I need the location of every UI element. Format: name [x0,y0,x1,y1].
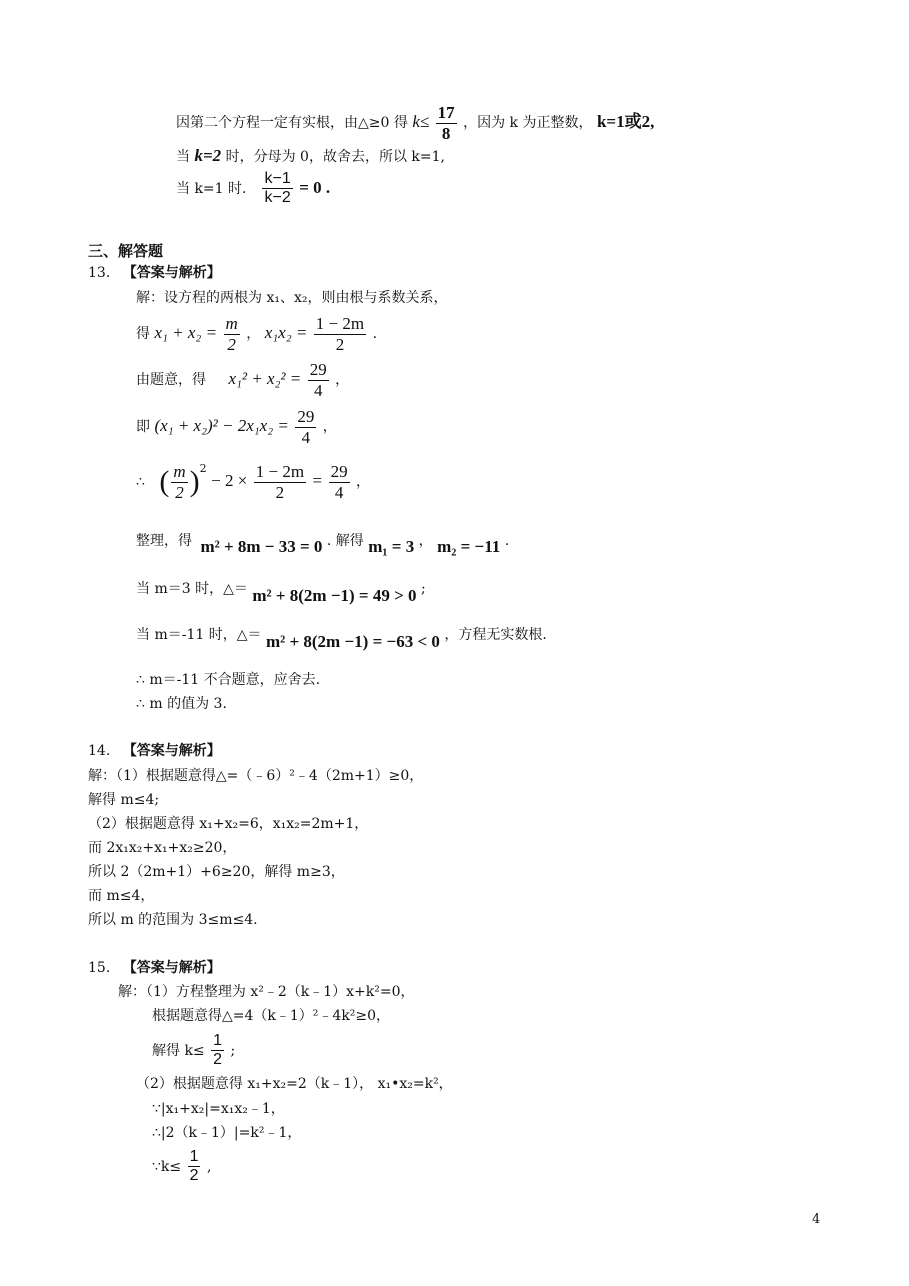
q13-line-7-end: ; [421,581,426,597]
q13-header [88,265,221,282]
q14-line-5: 所以 2（2m+1）+6≥20，解得 m≥3， [88,864,345,880]
fraction-numerator: m [225,314,238,333]
top-line-1-text2: ，因为 k 为正整数， [463,115,593,132]
q13-line-7 [136,578,426,605]
q13-line-2-pre: 得 [136,326,150,343]
top-line-2-post: 时，分母为 0，故舍去，所以 k=1, [225,149,445,165]
q13-line-5-frac-a [171,462,187,502]
top-line-2 [176,146,445,166]
q13-line-3-end: ， [335,372,350,389]
top-line-2-pre: 当 [176,149,190,165]
fraction-denominator: 2 [227,334,236,354]
q13-root-1: m₁ = 3 [368,537,415,556]
top-line-1 [176,103,654,143]
q14-header [88,743,221,760]
q13-line-8 [136,624,547,651]
top-line-3-pre: 当 k=1 时． [176,180,257,197]
q13-line-2 [136,314,377,354]
q13-discriminant-1: m² + 8(2m −1) = 49 > 0 [252,586,417,605]
q15-line-7-pre: ∵k≤ [152,1158,182,1175]
q14-line-1: 解：（1）根据题意得△=（﹣6）²﹣4（2m+1）≥0， [88,768,424,784]
q13-line-6-sep: ， [418,533,433,549]
q15-line-2: 根据题意得△=4（k﹣1）²﹣4k²≥0， [152,1008,391,1024]
q13-line-5-frac-b [254,462,306,502]
q15-tag: 【答案与解析】 [122,960,221,976]
q15-line-1: 解：（1）方程整理为 x²﹣2（k﹣1）x+k²=0， [118,984,415,1000]
q13-expanded-expr: (x₁ + x₂)² − 2x₁x₂ = [154,416,289,436]
fraction-denominator: 4 [334,482,344,502]
q13-line-2-sep: ， [246,326,261,343]
q15-line-7-fraction [188,1148,201,1186]
q13-line-6-mid: . 解得 [326,533,364,549]
q13-product-expr: x₁x₂ = [264,323,308,343]
fraction-numerator: k−1 [262,170,292,189]
q13-line-5-frac-c [329,462,350,502]
top-line-1-fraction [436,103,457,143]
q15-line-5: ∵|x₁+x₂|=x₁x₂﹣1， [152,1101,285,1117]
q15-header [88,960,221,977]
top-line-3-post: = 0 . [299,177,331,197]
q13-line-8-end: ，方程无实数根. [444,627,547,643]
q13-line-5-end: ， [356,474,371,491]
q14-line-3: （2）根据题意得 x₁+x₂=6，x₁x₂=2m+1， [88,816,369,832]
fraction-denominator: k−2 [264,189,291,207]
q13-line-5-eq: = [312,471,323,491]
q13-line-5-exponent: 2 [199,462,207,475]
q13-line-6-end: . [504,533,510,549]
q14-number: 14. [88,743,111,759]
q13-line-6-pre: 整理，得 [136,533,192,549]
top-line-2-k: k=2 [194,146,222,165]
top-line-1-text: 因第二个方程一定有实根，由△≥0 得 [176,115,408,132]
q14-line-6: 而 m≤4， [88,888,155,904]
q13-line-4-fraction [295,407,316,447]
fraction-denominator: 4 [313,380,323,400]
q14-line-7: 所以 m 的范围为 3≤m≤4. [88,912,258,928]
fraction-numerator: 1 [211,1032,224,1051]
q13-line-3-pre: 由题意，得 [136,372,206,389]
q15-line-3-end: ; [230,1042,236,1059]
q13-line-4-end: ， [322,419,337,436]
q13-line-3 [136,360,349,400]
q15-line-7-end: , [206,1158,212,1175]
q15-line-4: （2）根据题意得 x₁+x₂=2（k﹣1）， x₁•x₂=k²， [136,1076,453,1092]
q13-line-10: ∴ m 的值为 3. [136,696,227,712]
q13-product-fraction [314,314,366,354]
fraction-denominator: 4 [301,427,311,447]
fraction-numerator: 1 − 2m [255,462,305,481]
fraction-denominator: 2 [175,482,184,502]
q13-line-3-fraction [308,360,329,400]
q15-line-3-pre: 解得 k≤ [152,1042,205,1059]
q13-line-4 [136,407,337,447]
q15-line-3 [152,1032,235,1070]
top-line-1-k: k≤ [412,112,430,132]
q13-line-2-end: . [372,326,378,343]
q13-squares-expr: x₁² + x₂² = [228,369,302,389]
fraction-numerator: 29 [297,407,315,426]
fraction-denominator: 2 [275,482,285,502]
top-line-1-result: k=1或2, [596,112,655,132]
fraction-numerator: 29 [330,462,348,481]
fraction-denominator: 2 [335,334,345,354]
right-paren: ) [189,465,200,499]
q13-number: 13. [88,265,111,281]
q13-line-9: ∴ m＝-11 不合题意，应舍去. [136,672,321,688]
section-heading: 三、解答题 [88,242,164,260]
fraction-numerator: 29 [309,360,327,379]
q15-number: 15. [88,960,111,976]
q13-line-4-pre: 即 [136,419,150,436]
top-line-3 [176,170,330,208]
q13-tag: 【答案与解析】 [122,265,221,281]
therefore-symbol: ∴ [136,474,145,491]
q15-line-7 [152,1148,211,1186]
page-number: 4 [812,1212,821,1227]
q14-line-2: 解得 m≤4; [88,792,160,808]
fraction-denominator: 2 [213,1051,223,1069]
q13-line-6 [136,530,510,556]
left-paren: ( [159,465,170,499]
q13-sum-expr: x₁ + x₂ = [154,323,218,343]
fraction-denominator: 2 [189,1167,199,1185]
fraction-numerator: 1 [188,1148,201,1167]
q15-line-6: ∴|2（k﹣1）|=k²﹣1， [152,1125,302,1141]
fraction-numerator: 17 [437,103,455,122]
top-line-3-fraction [262,170,292,208]
q13-line-5-mid: − 2 × [211,471,248,491]
q13-line-5 [136,462,370,502]
fraction-denominator: 8 [441,123,451,143]
q13-line-7-pre: 当 m＝3 时，△＝ [136,581,248,597]
q13-line-8-pre: 当 m＝-11 时，△＝ [136,627,262,643]
q13-sum-fraction [224,314,240,354]
q13-quadratic: m² + 8m − 33 = 0 [200,537,323,556]
fraction-numerator: 1 − 2m [315,314,365,333]
fraction-numerator: m [173,462,186,481]
q14-tag: 【答案与解析】 [122,743,221,759]
q13-root-2: m₂ = −11 [437,537,501,556]
q15-line-3-fraction [211,1032,224,1070]
q13-line-1: 解：设方程的两根为 x₁、x₂，则由根与系数关系， [136,290,448,306]
q13-discriminant-2: m² + 8(2m −1) = −63 < 0 [265,632,440,651]
q14-line-4: 而 2x₁x₂+x₁+x₂≥20， [88,840,237,856]
